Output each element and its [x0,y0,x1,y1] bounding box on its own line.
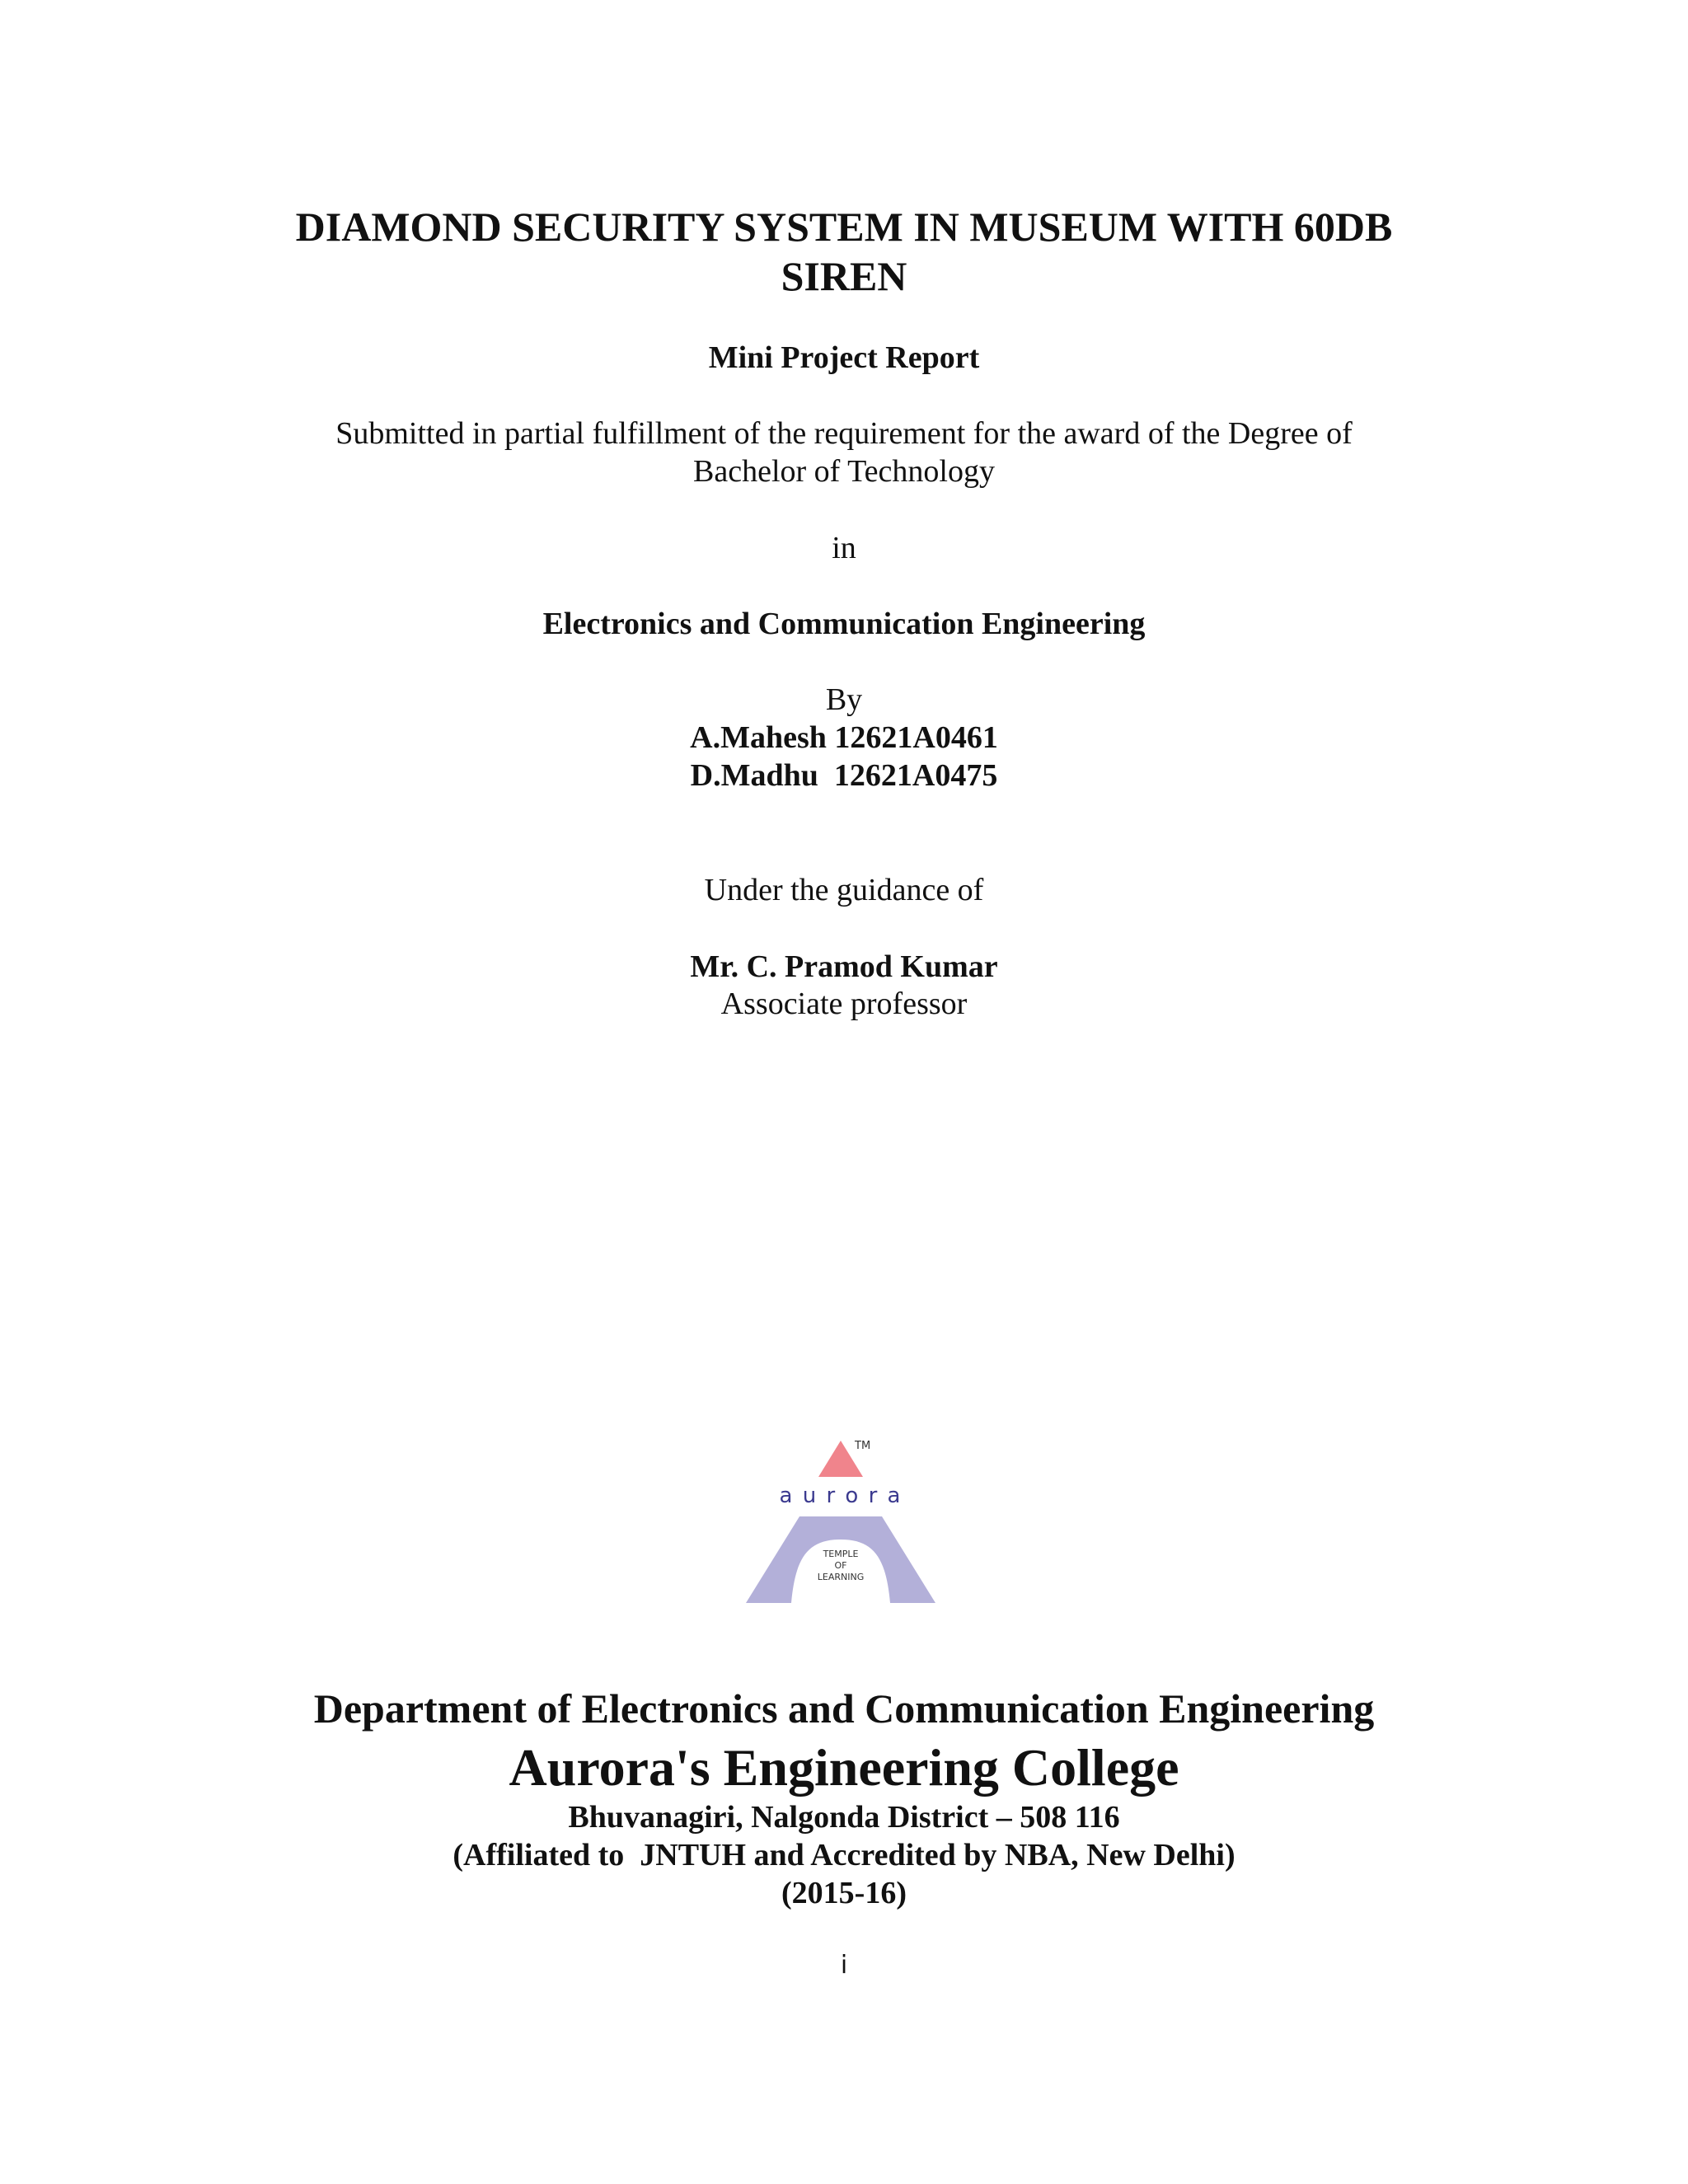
guide-designation: Associate professor [720,987,968,1021]
logo-trademark: TM [855,1440,871,1452]
logo-wordmark: a u r o r a [779,1483,903,1508]
logo-tagline-line-1: TEMPLE [823,1549,859,1559]
student-entry: D.Madhu 12621A0475 [690,758,998,793]
discipline-heading: Electronics and Communication Engineering [542,607,1146,641]
footer-academic-year: (2015-16) [781,1876,907,1910]
footer-college-name: Aurora's Engineering College [509,1738,1179,1797]
logo-tagline-line-2: OF [834,1560,847,1571]
aurora-logo [742,1434,940,1607]
in-text: in [832,531,856,565]
submission-statement-line-1: Submitted in partial fulfillment of the requirement for the award of the Degree of [335,416,1353,451]
footer-affiliation: (Affiliated to JNTUH and Accredited by NBA, New Delhi) [452,1838,1236,1872]
footer-department: Department of Electronics and Communication Engineering [313,1685,1375,1732]
page-number: i [840,1951,848,1980]
submission-statement-line-2: Bachelor of Technology [693,454,995,489]
guidance-text: Under the guidance of [704,873,984,907]
by-text: By [825,682,863,717]
report-title-line-1: DIAMOND SECURITY SYSTEM IN MUSEUM WITH 60DB [295,204,1393,250]
logo-tagline-line-3: LEARNING [817,1572,865,1582]
footer-address: Bhuvanagiri, Nalgonda District – 508 116 [568,1800,1120,1835]
guide-name: Mr. C. Pramod Kumar [690,949,998,984]
report-title-line-2: SIREN [781,253,907,299]
student-entry: A.Mahesh 12621A0461 [690,720,998,755]
report-subtitle: Mini Project Report [708,340,980,375]
